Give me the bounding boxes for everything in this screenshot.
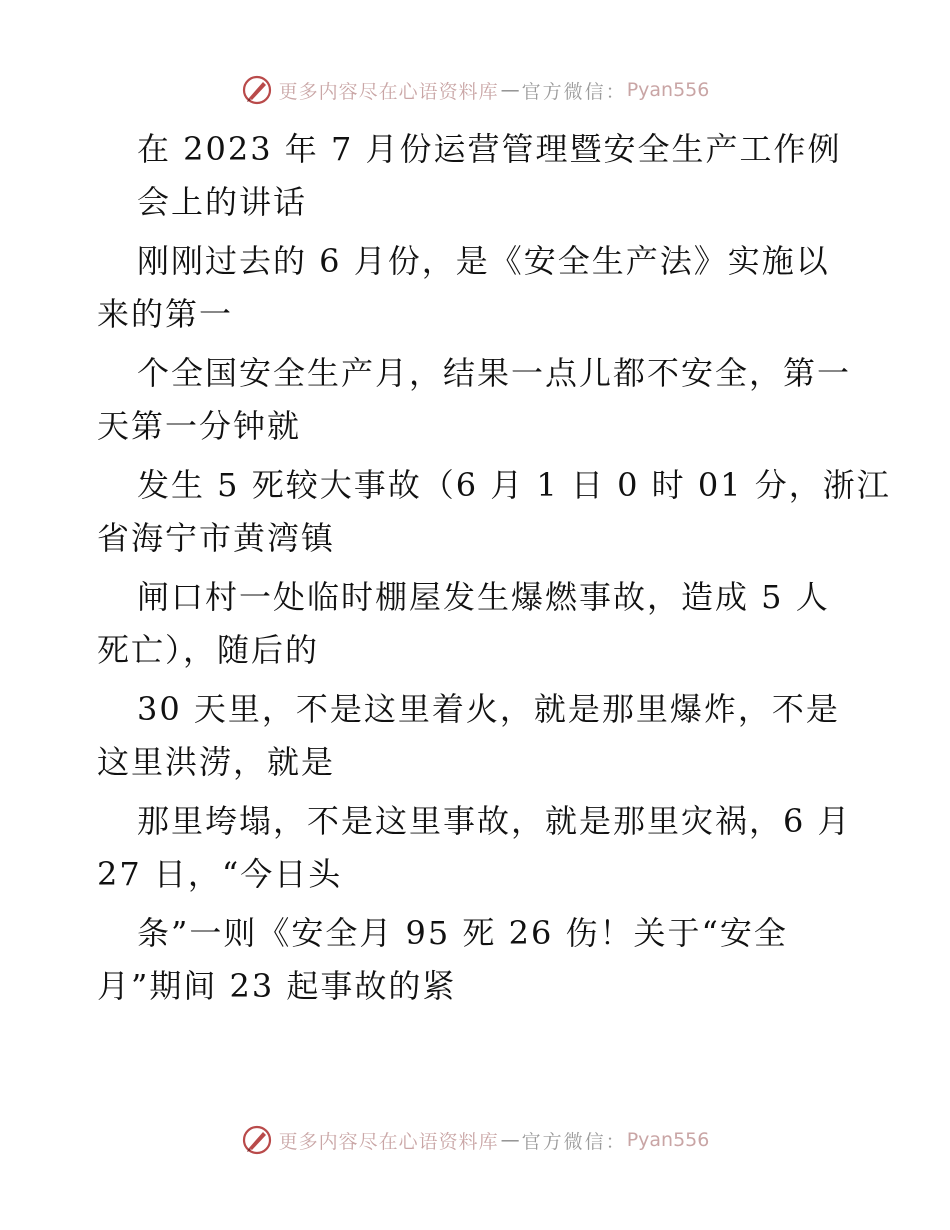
paragraph-line: 27 日，“今日头 [97,855,343,893]
watermark-official-label: 官方微信： [521,1130,627,1153]
paragraph-line: 闸口村一处临时棚屋发生爆燃事故，造成 5 人 [137,578,830,616]
paragraph-line: 那里垮塌，不是这里事故，就是那里灾祸，6 月 [137,802,852,840]
paragraph-line: 死亡），随后的 [97,631,320,669]
quill-pen-logo-icon [241,1124,273,1156]
document-body [97,127,891,1023]
paragraph-line: 来的第一 [97,295,234,333]
watermark-separator: — [500,1129,520,1151]
footer-watermark [0,1122,950,1158]
watermark-site-text: 更多内容尽在心语资料库 [278,1130,499,1153]
paragraph-line: 刚刚过去的 6 月份，是《安全生产法》实施以 [137,242,830,280]
watermark-official-label: 官方微信： [521,80,627,103]
paragraph-line: 发生 5 死较大事故（6 月 1 日 0 时 01 分，浙江 [137,466,891,504]
header-watermark [0,72,950,108]
watermark-wechat-id: Pyan556 [626,79,710,101]
watermark-wechat-id: Pyan556 [626,1129,710,1151]
paragraph-line: 天第一分钟就 [97,407,302,445]
paragraph-line: 月”期间 23 起事故的紧 [97,967,457,1005]
paragraph-line: 省海宁市黄湾镇 [97,519,336,557]
watermark-site-text: 更多内容尽在心语资料库 [278,80,499,103]
paragraph-line: 条”一则《安全月 95 死 26 伤！关于“安全 [137,914,788,952]
quill-pen-logo-icon [241,74,273,106]
paragraph-line: 这里洪涝，就是 [97,743,336,781]
title-line-1: 在 2023 年 7 月份运营管理暨安全生产工作例 [137,130,842,168]
paragraph-line: 个全国安全生产月，结果一点儿都不安全，第一 [137,354,852,392]
paragraph-line: 30 天里，不是这里着火，就是那里爆炸，不是 [137,690,840,728]
title-line-2: 会上的讲话 [137,183,308,221]
watermark-separator: — [500,79,520,101]
